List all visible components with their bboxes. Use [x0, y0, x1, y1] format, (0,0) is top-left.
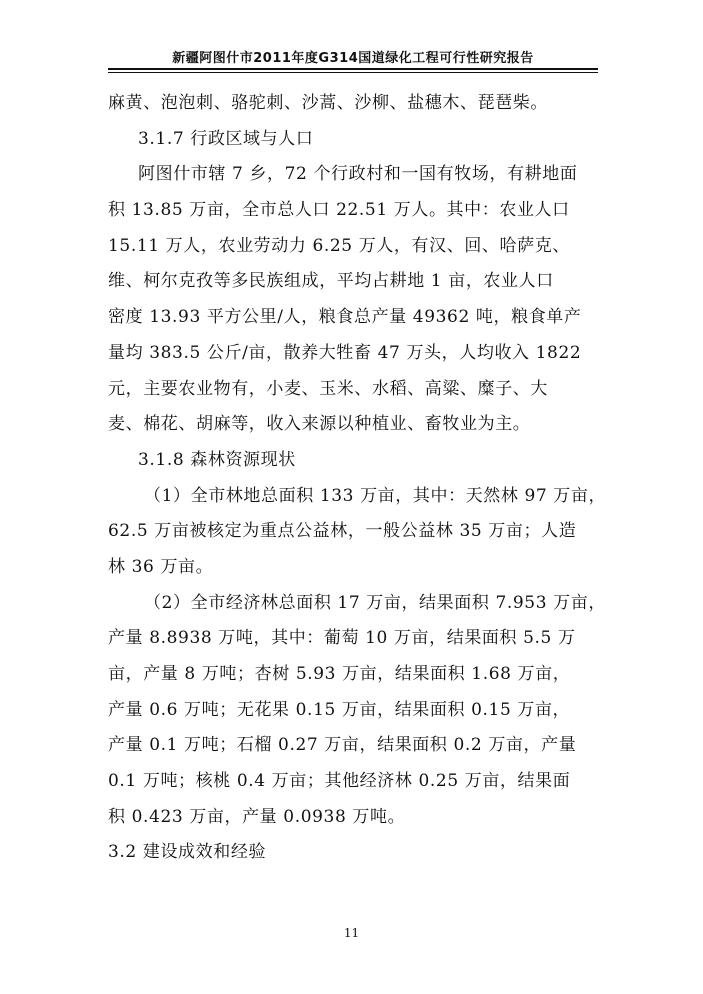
paragraph-line: 麦、棉花、胡麻等，收入来源以种植业、畜牧业为主。 — [108, 414, 531, 435]
paragraph-line: 密度 13.93 平方公里/人，粮食总产量 49362 吨，粮食单产 — [108, 307, 582, 328]
paragraph-line: 阿图什市辖 7 乡，72 个行政村和一国有牧场，有耕地面 — [138, 164, 578, 185]
document-body — [108, 86, 607, 871]
paragraph-line: （2）全市经济林总面积 17 万亩，结果面积 7.953 万亩， — [144, 592, 606, 613]
paragraph-line: （1）全市林地总面积 133 万亩，其中：天然林 97 万亩， — [144, 485, 607, 506]
paragraph-line: 0.1 万吨；核桃 0.4 万亩；其他经济林 0.25 万亩，结果面 — [108, 771, 571, 792]
paragraph-line: 62.5 万亩被核定为重点公益林，一般公益林 35 万亩；人造 — [108, 521, 577, 542]
paragraph-line: 维、柯尔克孜等多民族组成，平均占耕地 1 亩，农业人口 — [108, 271, 554, 292]
header-rule-thick — [108, 68, 598, 70]
paragraph-line: 亩，产量 8 万吨；杏树 5.93 万亩，结果面积 1.68 万亩， — [108, 664, 571, 684]
paragraph-line: 产量 0.6 万吨；无花果 0.15 万亩，结果面积 0.15 万亩， — [108, 699, 571, 720]
paragraph-line: 积 0.423 万亩，产量 0.0938 万吨。 — [108, 806, 406, 827]
paragraph-line: 量均 383.5 公斤/亩，散养大牲畜 47 万头，人均收入 1822 — [108, 342, 582, 363]
running-header: 新疆阿图什市2011年度G314国道绿化工程可行性研究报告 — [172, 51, 534, 66]
paragraph-line: 积 13.85 万亩，全市总人口 22.51 万人。其中：农业人口 — [108, 200, 570, 221]
section-heading-3-1-7: 3.1.7 行政区域与人口 — [138, 128, 314, 149]
paragraph-line: 元，主要农业物有，小麦、玉米、水稻、高粱、糜子、大 — [108, 378, 548, 399]
paragraph-line: 林 36 万亩。 — [108, 556, 214, 577]
section-heading-3-1-8: 3.1.8 森林资源现状 — [138, 449, 296, 470]
section-heading-3-2: 3.2 建设成效和经验 — [108, 842, 267, 863]
paragraph-line: 麻黄、泡泡刺、骆驼刺、沙蒿、沙柳、盐穗木、琵琶柴。 — [108, 93, 548, 113]
paragraph-line: 15.11 万人，农业劳动力 6.25 万人，有汉、回、哈萨克、 — [108, 235, 570, 256]
paragraph-line: 产量 8.8938 万吨，其中：葡萄 10 万亩，结果面积 5.5 万 — [108, 628, 576, 649]
paragraph-line: 产量 0.1 万吨；石榴 0.27 万亩，结果面积 0.2 万亩，产量 — [108, 735, 577, 756]
page-number: 11 — [343, 926, 360, 940]
header-rule-thin — [108, 72, 598, 73]
